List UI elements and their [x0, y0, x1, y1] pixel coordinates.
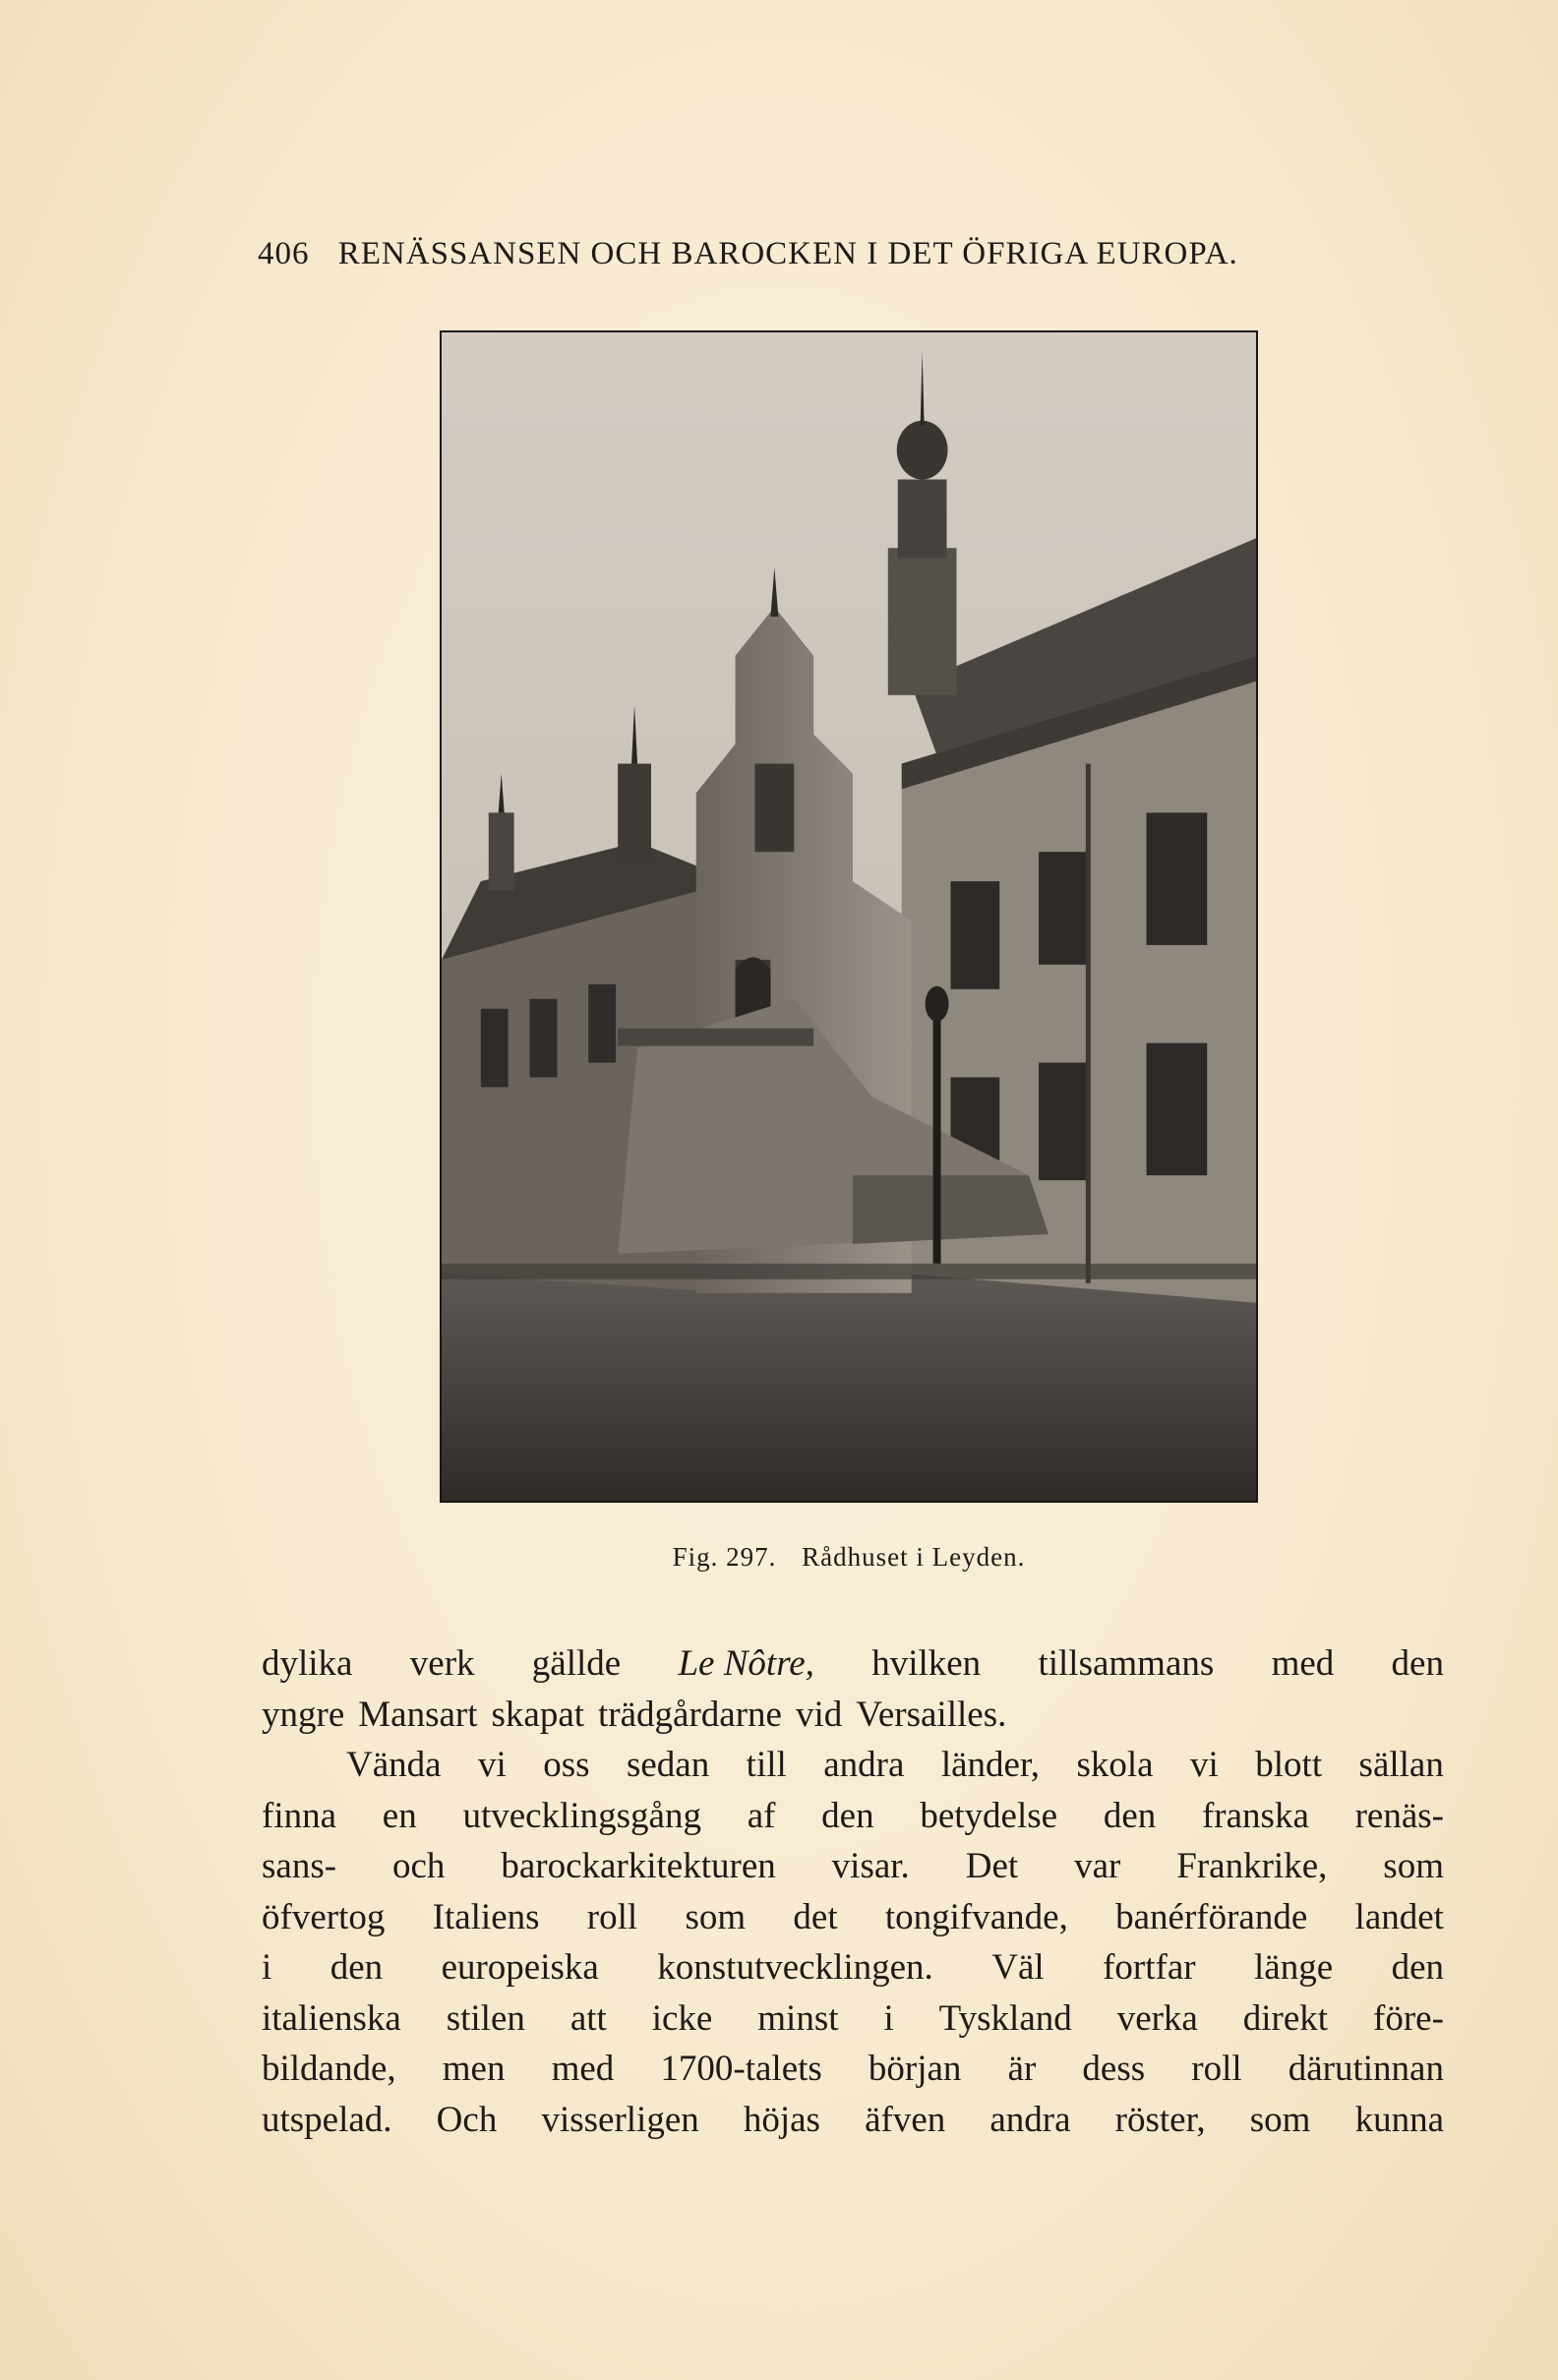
text-word: Och — [436, 2099, 498, 2140]
text-word: betydelse — [920, 1795, 1058, 1836]
text-word: den — [1103, 1795, 1157, 1836]
figure-label: Fig. 297. — [672, 1542, 777, 1572]
text-word: Vända — [346, 1745, 442, 1785]
text-word: 1700-talets — [660, 2049, 822, 2089]
text-line — [262, 1841, 1444, 1892]
text-word: trädgårdarne — [598, 1694, 782, 1735]
text-word: konstutvecklingen. — [657, 1947, 933, 1988]
text-line — [262, 1690, 1444, 1741]
text-word: roll — [586, 1896, 638, 1937]
text-line — [262, 1942, 1444, 1993]
text-word: direkt — [1242, 1997, 1329, 2039]
text-word: den — [821, 1795, 874, 1836]
text-word: visar. — [831, 1846, 910, 1886]
text-word: hvilken — [871, 1643, 982, 1684]
text-word: blott — [1255, 1745, 1323, 1785]
text-word: Italiens — [432, 1896, 540, 1937]
text-word: öfvertog — [262, 1896, 386, 1937]
text-word: en — [382, 1795, 417, 1836]
text-word: andra — [823, 1745, 905, 1785]
running-title: RENÄSSANSEN OCH BAROCKEN I DET ÖFRIGA EUROPA. — [337, 236, 1238, 271]
text-word: som — [685, 1896, 747, 1937]
text-word: utspelad. — [262, 2099, 392, 2140]
text-word: Väl — [991, 1947, 1045, 1988]
text-word: länge — [1254, 1947, 1334, 1988]
text-word: och — [391, 1846, 446, 1886]
text-word: landet — [1354, 1896, 1444, 1937]
text-word: som — [1249, 2099, 1311, 2140]
text-line — [262, 1638, 1444, 1690]
text-word: den — [1391, 1947, 1444, 1988]
text-word: tillsammans — [1038, 1643, 1215, 1684]
text-word: verka — [1116, 1997, 1198, 2039]
town-hall-illustration — [442, 332, 1256, 1501]
text-line — [262, 1740, 1444, 1791]
text-word: vi — [1190, 1745, 1219, 1785]
text-word: därutinnan — [1288, 2049, 1444, 2089]
text-word: gällde — [531, 1643, 622, 1684]
text-word: minst — [757, 1997, 839, 2039]
text-line — [262, 1791, 1444, 1842]
text-word: sedan — [626, 1745, 710, 1785]
text-word: det — [793, 1896, 838, 1937]
text-word: skapat — [491, 1694, 585, 1735]
text-word: länder, — [940, 1745, 1041, 1785]
text-word: stilen — [446, 1997, 525, 2039]
text-word: den — [1391, 1643, 1444, 1684]
text-word: banérförande — [1115, 1896, 1308, 1937]
text-word: roll — [1191, 2049, 1242, 2089]
text-word: kunna — [1354, 2099, 1444, 2140]
figure-photograph — [440, 330, 1258, 1503]
text-word: i — [883, 1997, 894, 2039]
text-word: till — [746, 1745, 787, 1785]
running-head — [258, 236, 1389, 272]
text-word: Versailles. — [856, 1694, 1007, 1735]
text-word: var — [1074, 1846, 1121, 1886]
text-word: i — [262, 1947, 272, 1988]
text-word: början — [868, 2049, 962, 2089]
text-word: är — [1007, 2049, 1037, 2089]
text-word: Tyskland — [938, 1997, 1072, 2039]
text-word: renäs- — [1354, 1795, 1444, 1836]
text-word: italienska — [262, 1997, 401, 2039]
text-word: tongifvande, — [884, 1896, 1068, 1937]
text-word: vid — [795, 1694, 843, 1735]
text-word: äfven — [865, 2099, 946, 2140]
text-word: före- — [1373, 1997, 1444, 2039]
page-number: 406 — [258, 236, 310, 271]
text-word: med — [1271, 1643, 1335, 1684]
figure-title: Rådhuset i Leyden. — [802, 1542, 1026, 1572]
body-text — [262, 1638, 1444, 2145]
text-word: Det — [965, 1846, 1019, 1886]
italic-name: Le Nôtre, — [678, 1643, 814, 1684]
text-word: af — [747, 1795, 776, 1836]
text-line — [262, 2095, 1444, 2146]
text-line — [262, 2044, 1444, 2095]
text-word: röster, — [1114, 2099, 1206, 2140]
text-word: icke — [651, 1997, 713, 2039]
text-line — [262, 1993, 1444, 2045]
text-word: franska — [1201, 1795, 1309, 1836]
text-word: vi — [478, 1745, 507, 1785]
figure-caption — [440, 1542, 1258, 1573]
text-word: utvecklingsgång — [462, 1795, 701, 1836]
text-word: fortfar — [1103, 1947, 1196, 1988]
text-line — [262, 1892, 1444, 1943]
text-word: oss — [543, 1745, 590, 1785]
text-word: med — [551, 2049, 615, 2089]
text-word: Mansart — [358, 1694, 478, 1735]
text-word: yngre — [262, 1694, 345, 1735]
text-word: höjas — [743, 2099, 820, 2140]
text-word: men — [442, 2049, 506, 2089]
text-word: sans- — [262, 1846, 337, 1886]
text-word: att — [569, 1997, 607, 2039]
text-word: den — [330, 1947, 384, 1988]
text-word: barockarkitekturen — [501, 1846, 776, 1886]
text-word: verk — [409, 1643, 475, 1684]
text-word: visserligen — [541, 2099, 699, 2140]
text-word: bildande, — [262, 2049, 396, 2089]
text-word: finna — [262, 1795, 337, 1836]
text-word: som — [1383, 1846, 1444, 1886]
text-word: dylika — [262, 1643, 353, 1684]
text-word: Frankrike, — [1176, 1846, 1328, 1886]
text-word: andra — [989, 2099, 1071, 2140]
text-word: europeiska — [441, 1947, 599, 1988]
text-word: sällan — [1358, 1745, 1444, 1785]
text-word: dess — [1082, 2049, 1146, 2089]
text-word: skola — [1076, 1745, 1154, 1785]
